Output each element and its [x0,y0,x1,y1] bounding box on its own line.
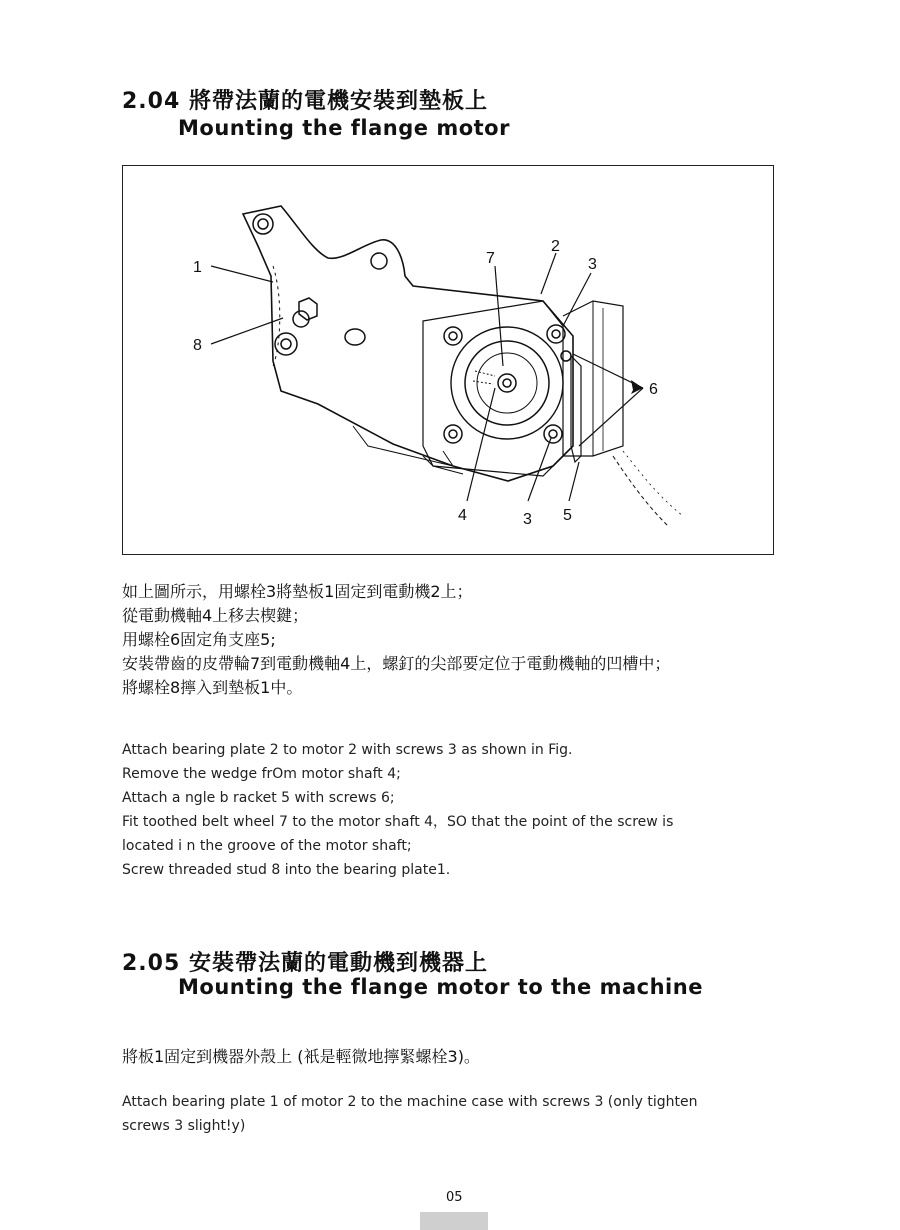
section-heading-cn: 2.04 將帶法蘭的電機安裝到墊板上 [122,89,488,114]
instruction-cn-line: 安裝帶齒的皮帶輪7到電動機軸4上，螺釘的尖部要定位于電動機軸的凹槽中； [122,654,671,673]
instruction-en-line: located i n the groove of the motor shaft; [122,838,412,854]
motor-shaft [498,374,516,392]
section2-text-en [122,1090,782,1138]
callout-8: 8 [193,337,202,354]
belt-wheel [465,341,549,425]
instruction-cn-line: 從電動機軸4上移去楔鍵； [122,606,309,625]
instructions-en [122,738,782,882]
callout-3: 3 [523,511,532,528]
instruction-en-line: Attach a ngle b racket 5 with screws 6; [122,790,395,806]
callout-6: 6 [649,381,658,398]
callout-1: 1 [193,259,202,276]
instruction-cn-line: 如上圖所示，用螺栓3將墊板1固定到電動機2上； [122,582,473,601]
callout-3: 3 [588,256,597,273]
instructions-cn [122,580,802,700]
plate-hole [253,214,273,234]
section2-en-line: Attach bearing plate 1 of motor 2 to the machine case with screws 3 (only tighten [122,1094,698,1110]
motor-boss [451,327,563,439]
page-footer-bar [420,1212,488,1230]
instruction-en-line: Screw threaded stud 8 into the bearing plate1. [122,862,451,878]
plate-hole [371,253,387,269]
section2-heading-cn: 2.05 安裝帶法蘭的電動機到機器上 [122,951,488,976]
instruction-en-line: Fit toothed belt wheel 7 to the motor shaft 4，SO that the point of the screw is [122,814,674,830]
section2-text-cn: 將板1固定到機器外殼上 (衹是輕微地擰緊螺栓3)。 [122,1047,480,1066]
section2-heading-en: Mounting the flange motor to the machine [178,975,703,999]
motor-flange [423,301,563,476]
callout-2: 2 [551,238,560,255]
callout-4: 4 [458,507,467,524]
motor-diagram [122,165,774,555]
instruction-cn-line: 用螺栓6固定角支座5; [122,630,276,649]
section-heading-en: Mounting the flange motor [178,116,510,140]
instruction-en-line: Remove the wedge frOm motor shaft 4; [122,766,401,782]
instruction-en-line: Attach bearing plate 2 to motor 2 with screws 3 as shown in Fig. [122,742,573,758]
bearing-plate [243,206,573,481]
section2-en-line: screws 3 slight!y) [122,1118,246,1134]
callout-7: 7 [486,250,495,267]
page-number: 05 [446,1190,463,1205]
callout-5: 5 [563,507,572,524]
instruction-cn-line: 將螺栓8擰入到墊板1中。 [122,678,303,697]
